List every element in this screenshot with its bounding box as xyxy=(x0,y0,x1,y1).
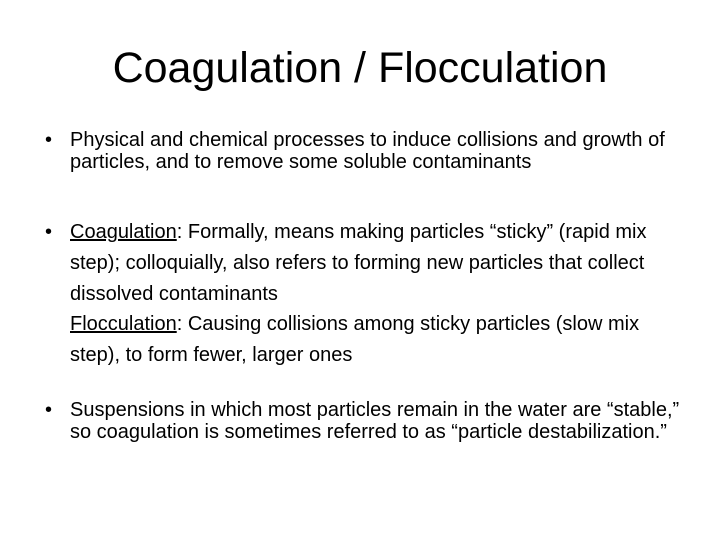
bullet-marker: • xyxy=(45,399,53,421)
bullet-3-text: Suspensions in which most particles remain in the water are “stable,” so coagulation is sometimes referred to as “particle destabilization.” xyxy=(70,399,680,443)
bullet-2-body xyxy=(70,217,685,310)
bullet-2-text: : Formally, means making particles “sticky” (rapid mix step); colloquially, also refers to forming new particles that collect dissolved contaminants xyxy=(70,221,647,305)
flocculation-term: Flocculation xyxy=(70,313,177,335)
bullet-2 xyxy=(45,217,685,310)
flocculation-text: : Causing collisions among sticky particles (slow mix step), to form fewer, larger ones xyxy=(70,313,640,366)
coagulation-term: Coagulation xyxy=(70,221,177,243)
bullet-1 xyxy=(45,129,685,173)
bullet-3 xyxy=(45,399,685,443)
flocculation-paragraph xyxy=(70,309,690,371)
bullet-marker: • xyxy=(45,129,53,151)
bullet-marker: • xyxy=(45,221,53,243)
bullet-1-text: Physical and chemical processes to induce collisions and growth of particles, and to remove some soluble contaminants xyxy=(70,129,665,173)
slide-title: Coagulation / Flocculation xyxy=(112,44,608,92)
